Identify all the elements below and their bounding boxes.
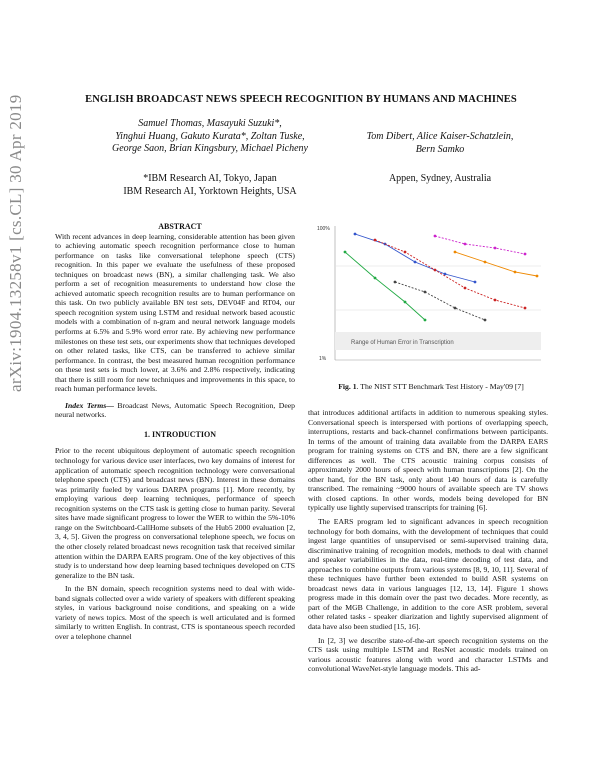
trend-point xyxy=(524,253,527,256)
right-paragraph-1: that introduces additional artifacts in addition to numerous speaking styles. Conversational speech is interspersed with portions of overlapping speech, interruptions, restarts and back-channel confirmations between participants. In terms of the amount of training data available from the DARPA EARS program for training systems on CTS and BN, there are a few significant differences as well. The CTS acoustic training corpus consists of approximately 2000 hours of speech with human transcriptions [2]. On the other hand, for the BN task, only about 140 hours of data is carefully transcribed. The remaining ~9000 hours of available speech are TV shows with closed captions. In other words, models being developed for BN typically use lightly supervised transcripts for training [6]. xyxy=(308,408,548,513)
intro-paragraph-2: In the BN domain, speech recognition systems need to deal with wide-band signals collected over a wide variety of speakers with different speaking styles, in various background noise conditions, and speaking on a wide variety of news topics. Most of the speech is well articulated and is formed similarly to written English. In contrast, CTS is spontaneous speech recorded over a telephone channel xyxy=(55,584,295,641)
trend-point xyxy=(464,287,467,290)
author-line: Yinghui Huang, Gakuto Kurata*, Zoltan Tuske, xyxy=(115,130,305,142)
trend-point xyxy=(494,247,497,250)
intro-heading: 1. INTRODUCTION xyxy=(143,429,216,439)
trend-point xyxy=(404,251,407,254)
affiliation-line: Appen, Sydney, Australia xyxy=(388,173,492,184)
figure-caption xyxy=(315,382,547,391)
trend-point xyxy=(536,275,539,278)
trend-point xyxy=(394,281,397,284)
trend-point xyxy=(454,251,457,254)
trend-line xyxy=(435,236,525,254)
author-line: Bern Samko xyxy=(415,143,465,155)
affiliation-line: *IBM Research AI, Tokyo, Japan xyxy=(143,173,277,184)
trend-point xyxy=(524,307,527,310)
author-line: Samuel Thomas, Masayuki Suzuki*, xyxy=(138,118,282,129)
affiliation-line: IBM Research AI, Yorktown Heights, USA xyxy=(123,186,297,197)
right-paragraph-2: The EARS program led to significant advances in speech recognition technology for both domains, with the development of techniques that could ingest large quantities of unsupervised or semi-supervised training data, discriminative training of recognition models, methods to deal with channel and speaker variabilities in the data, real-time decoding of test data, and approaches to combine outputs from various systems [8, 9, 10, 11]. Several of these techniques have further been extended to build ASR systems on broadcast news data in various languages [12, 13, 14]. Figure 1 shows progress made in this domain over the past two decades. More recently, as part of the MGB Challenge, in addition to the core ASR problem, several other related tasks - speaker diarization and lightly supervised alignment of data have also been studied [15, 16]. xyxy=(308,517,548,632)
right-column xyxy=(308,408,548,674)
trend-point xyxy=(404,301,407,304)
trend-point xyxy=(414,261,417,264)
abstract-heading: ABSTRACT xyxy=(158,222,202,231)
trend-point xyxy=(494,299,497,302)
trend-point xyxy=(354,233,357,236)
trend-point xyxy=(454,307,457,310)
trend-point xyxy=(464,243,467,246)
trend-point xyxy=(434,269,437,272)
intro-paragraph-1: Prior to the recent ubiquitous deployment of automatic speech recognition technology for various device user interfaces, two key domains of interest for application of automatic speech recognition technology were conversational telephone speech (CTS) and broadcast news (BN). Interest in these domains was primarily fueled by various DARPA programs [1]. More recently, by employing various deep learning techniques, performance of speech recognition systems on the CTS task is getting close to human parity. Several sites have made significant progress to lower the WER to within the 5%-10% range on the Switchboard-CallHome subsets of the Hub5 2000 evaluation [2, 3, 4, 5]. Given the progress on conversational telephone speech, we focus on the other closely related broadcast news recognition task that received similar attention within the DARPA EARS program. One of the key objectives of this study is to understand how deep learning based techniques developed on CTS generalize to the BN task. xyxy=(55,446,295,580)
figure-label: Fig. 1 xyxy=(338,382,357,391)
band-label: Range of Human Error in Transcription xyxy=(351,340,454,346)
trend-lines xyxy=(344,233,539,322)
y-bottom-label: 1% xyxy=(319,356,327,362)
trend-point xyxy=(424,319,427,322)
figure-chart xyxy=(315,222,547,374)
abstract-text: With recent advances in deep learning, considerable attention has been given to achieving automatic speech recognition performance close to human performance on tasks like conversational telephone speech (CTS) recognition. In this paper we evaluate the usefulness of these proposed techniques on broadcast news (BN), a similar challenging task. We also perform a set of recognition measurements to understand how close the achieved automatic speech recognition results are to human performance on this task. On two publicly available BN test sets, DEV04F and RT04, our speech recognition system using LSTM and residual network based acoustic models with a combination of n-gram and neural network language models performs at 6.5% and 5.9% word error rate. By achieving new performance milestones on these test sets, our experiments show that techniques developed on other related tasks, like CTS, can be transferred to achieve similar performance. In contrast, the best measured human recognition performance on these test sets is much lower, at 3.6% and 2.8% respectively, indicating that there is still room for new techniques and improvements in this space, to reach human performance levels. xyxy=(55,231,295,394)
trend-line xyxy=(375,240,525,308)
trend-line xyxy=(455,252,537,276)
figure-nist-history xyxy=(315,222,547,374)
arxiv-identifier: arXiv:1904.13258v1 [cs.CL] 30 Apr 2019 xyxy=(6,94,25,392)
authors-right xyxy=(330,131,550,156)
y-top-label: 100% xyxy=(317,226,330,232)
paper-title: ENGLISH BROADCAST NEWS SPEECH RECOGNITION BY HUMANS AND MACHINES xyxy=(85,94,517,105)
index-terms xyxy=(55,401,295,420)
author-line: George Saon, Brian Kingsbury, Michael Picheny xyxy=(112,143,308,155)
trend-point xyxy=(434,235,437,238)
trend-point xyxy=(514,271,517,274)
trend-point xyxy=(344,251,347,254)
affiliation-left xyxy=(60,172,360,198)
trend-point xyxy=(424,291,427,294)
left-column xyxy=(55,222,295,641)
right-paragraph-3: In [2, 3] we describe state-of-the-art speech recognition systems on the CTS task using multiple LSTM and ResNet acoustic models trained on various acoustic features along with word and character LSTMs and convolutional WaveNet-style language models. This ad- xyxy=(308,635,548,674)
index-terms-text: Broadcast News, Automatic Speech Recognition, Deep neural networks. xyxy=(55,400,295,420)
trend-line xyxy=(395,282,485,320)
trend-point xyxy=(484,319,487,322)
affiliation-right xyxy=(330,172,550,185)
trend-point xyxy=(484,261,487,264)
trend-point xyxy=(374,277,377,280)
trend-point xyxy=(374,239,377,242)
figure-caption-text: . The NIST STT Benchmark Test History - May'09 [7] xyxy=(356,382,524,391)
authors-left xyxy=(60,118,360,156)
trend-point xyxy=(474,281,477,284)
index-terms-label: Index Terms— xyxy=(65,400,114,410)
author-line: Tom Dibert, Alice Kaiser-Schatzlein, xyxy=(366,131,514,142)
